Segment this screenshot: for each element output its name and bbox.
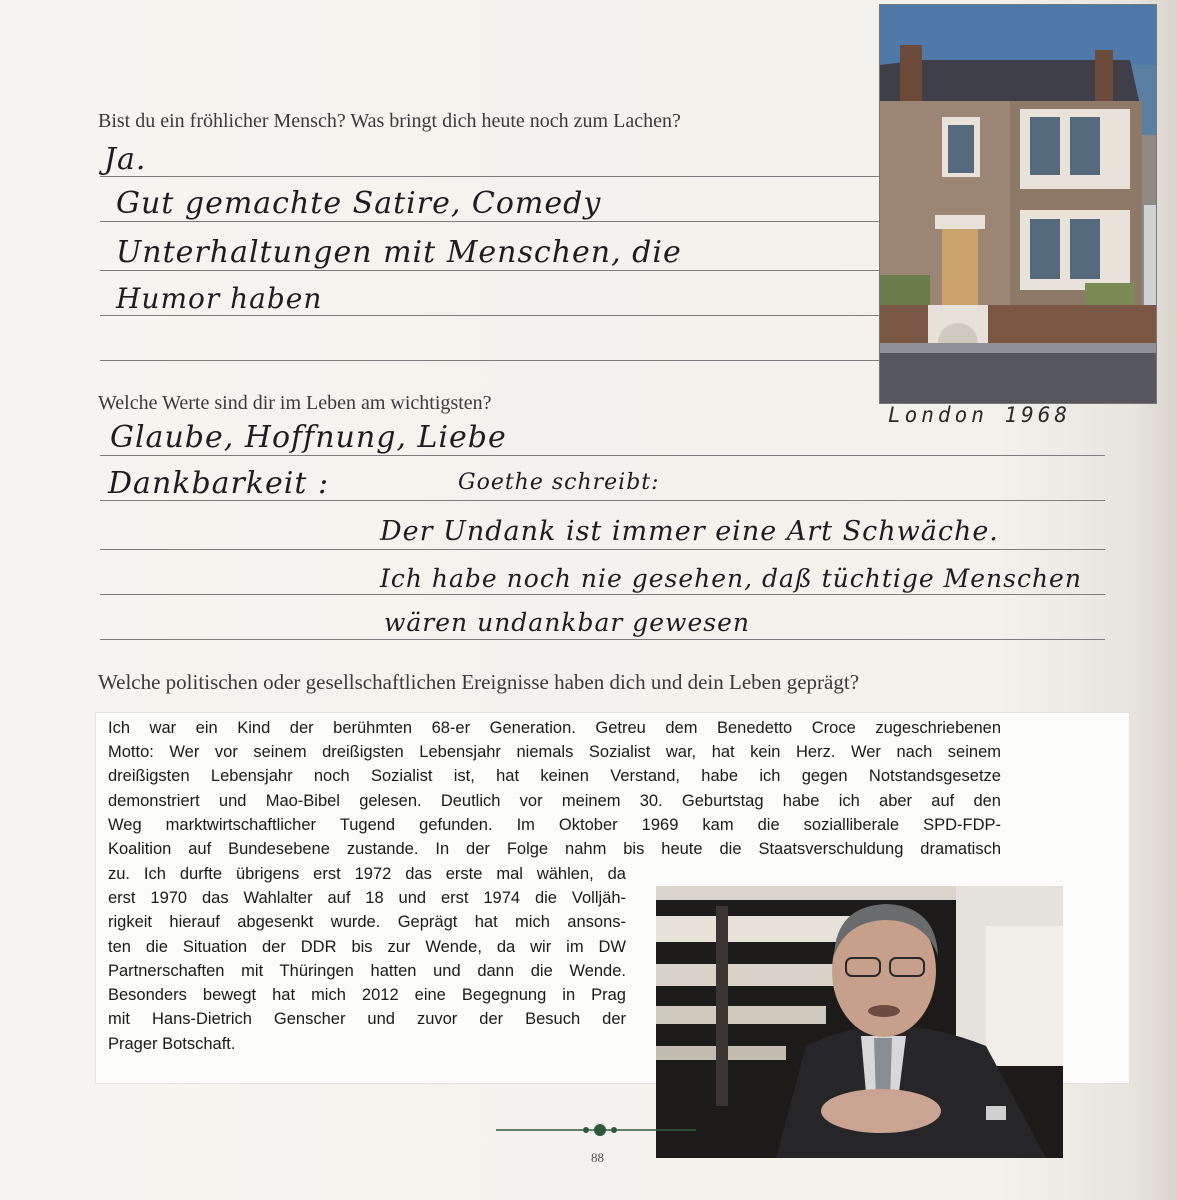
handwritten-answer-line: Humor haben: [116, 282, 323, 315]
answer-text-line: Besonders bewegt hat mich 2012 eine Begegnung in Prag: [108, 986, 626, 1004]
answer-text-line: dreißigsten Lebensjahr noch Sozialist ist, hat keinen Verstand, habe ich gegen Notstandsgesetze: [108, 767, 1001, 785]
handwritten-answer-line: Dankbarkeit :: [108, 466, 330, 501]
handwritten-answer-line: Ja.: [104, 142, 147, 177]
question-happy: Bist du ein fröhlicher Mensch? Was bringt dich heute noch zum Lachen?: [98, 110, 681, 132]
page-number: 88: [591, 1150, 604, 1165]
answer-line: [100, 594, 1105, 595]
handwritten-answer-line: Ich habe noch nie gesehen, daß tüchtige Menschen: [380, 564, 1082, 593]
answer-text-line: zu. Ich durfte übrigens erst 1972 das erste mal wählen, da: [108, 865, 626, 883]
answer-text-line: Koalition auf Bundesebene zustande. In der Folge nahm bis heute die Staatsverschuldung dramatisch: [108, 840, 1001, 858]
answer-text-line: Prager Botschaft.: [108, 1035, 236, 1053]
answer-line: [100, 315, 880, 316]
answer-text-line: rigkeit hierauf abgesenkt wurde. Geprägt hat mich ansons-: [108, 913, 626, 931]
question-events: Welche politischen oder gesellschaftlichen Ereignisse haben dich und dein Leben geprägt?: [98, 670, 860, 694]
handwritten-answer-line: wären undankbar gewesen: [384, 608, 750, 637]
handwritten-answer-line: Glaube, Hoffnung, Liebe: [110, 420, 507, 455]
answer-line: [100, 639, 1105, 640]
answer-line: [100, 549, 1105, 550]
answer-line: [100, 455, 1105, 456]
answer-line: [100, 360, 880, 361]
question-values: Welche Werte sind dir im Leben am wichtigsten?: [98, 392, 492, 414]
house-photo: [879, 4, 1157, 404]
portrait-photo: [656, 886, 1063, 1158]
answer-line: [100, 221, 880, 222]
handwritten-answer-line: Unterhaltungen mit Menschen, die: [116, 235, 682, 270]
answer-text-line: ten die Situation der DDR bis zur Wende, da wir im DW: [108, 938, 626, 956]
answer-line: [100, 176, 880, 177]
handwritten-answer-line: Gut gemachte Satire, Comedy: [116, 186, 602, 221]
answer-text-line: Partnerschaften mit Thüringen hatten und dann die Wende.: [108, 962, 626, 980]
answer-text-line: Weg marktwirtschaftlicher Tugend gefunden. Im Oktober 1969 kam die sozialliberale SPD-FDP-: [108, 816, 1001, 834]
answer-text-line: demonstriert und Mao-Bibel gelesen. Deutlich vor meinem 30. Geburtstag habe ich aber auf den: [108, 792, 1001, 810]
handwritten-answer-line: Der Undank ist immer eine Art Schwäche.: [380, 516, 999, 547]
answer-text-line: mit Hans-Dietrich Genscher und zuvor der Besuch der: [108, 1010, 626, 1028]
answer-line: [100, 270, 880, 271]
answer-text-line: Motto: Wer vor seinem dreißigsten Lebensjahr niemals Sozialist war, hat kein Herz. Wer nach seinem: [108, 743, 1001, 761]
page-ornament: [496, 1120, 696, 1140]
photo-caption: London 1968: [888, 403, 1072, 427]
handwritten-answer-line: Goethe schreibt:: [458, 470, 660, 495]
answer-text-line: Ich war ein Kind der berühmten 68-er Generation. Getreu dem Benedetto Croce zugeschriebenen: [108, 719, 1001, 737]
answer-text-line: erst 1970 das Wahlalter auf 18 und erst 1974 die Volljäh-: [108, 889, 626, 907]
